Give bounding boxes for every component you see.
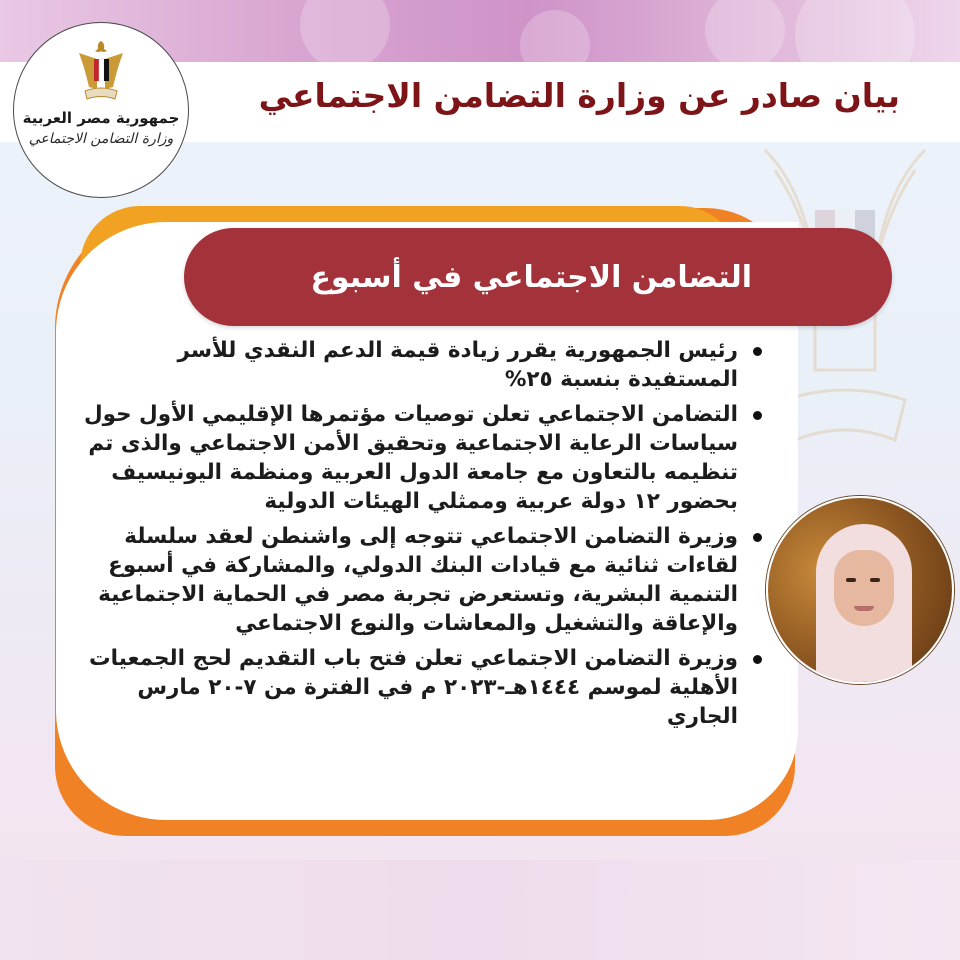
bokeh-circle — [705, 0, 785, 62]
list-item — [62, 400, 772, 516]
bottom-decorative-band — [0, 860, 960, 960]
bullet-icon — [753, 655, 762, 664]
portrait-face — [834, 550, 894, 626]
section-title-banner — [184, 228, 892, 326]
minister-portrait-icon — [766, 496, 954, 684]
bullet-icon — [753, 347, 762, 356]
bullet-icon — [753, 411, 762, 420]
portrait-eye — [870, 578, 880, 582]
logo-country-name: جمهورية مصر العربية — [22, 109, 180, 127]
bokeh-circle — [300, 0, 390, 62]
bokeh-circle — [520, 10, 590, 62]
bokeh-circle — [795, 0, 915, 62]
egypt-eagle-emblem-icon — [75, 39, 127, 103]
ministry-logo — [13, 22, 189, 198]
section-title: التضامن الاجتماعي في أسبوع — [310, 259, 752, 295]
logo-ministry-name: وزارة التضامن الاجتماعي — [28, 131, 174, 147]
list-item — [62, 644, 772, 731]
list-item-text: التضامن الاجتماعي تعلن توصيات مؤتمرها الإقليمي الأول حول سياسات الرعاية الاجتماعية وتحقيق الأمن الاجتماعي والذى تم تنظيمه بالتعاون مع جامعة الدول العربية ومنظمة اليونيسيف بحضور ١٢ دولة عربية وممثلي الهيئات الدولية — [83, 402, 738, 514]
page-title: بيان صادر عن وزارة التضامن الاجتماعي — [258, 76, 900, 115]
news-list — [62, 336, 772, 737]
list-item-text: وزيرة التضامن الاجتماعي تتوجه إلى واشنطن لعقد سلسلة لقاءات ثنائية مع قيادات البنك الدولي، والمشاركة في أسبوع التنمية البشرية، وتستعرض تجربة مصر في الحماية الاجتماعية والإعاقة والتشغيل والمعاشات والنوع الاجتماعي — [98, 524, 738, 636]
portrait-eye — [846, 578, 856, 582]
portrait-mouth — [854, 606, 874, 611]
list-item — [62, 336, 772, 394]
list-item — [62, 522, 772, 638]
list-item-text: رئيس الجمهورية يقرر زيادة قيمة الدعم النقدي للأسر المستفيدة بنسبة ٢٥% — [177, 338, 738, 392]
bullet-icon — [753, 533, 762, 542]
list-item-text: وزيرة التضامن الاجتماعي تعلن فتح باب التقديم لحج الجمعيات الأهلية لموسم ١٤٤٤هـ-٢٠٢٣ م في الفترة من ٧-٢٠ مارس الجاري — [89, 646, 738, 729]
